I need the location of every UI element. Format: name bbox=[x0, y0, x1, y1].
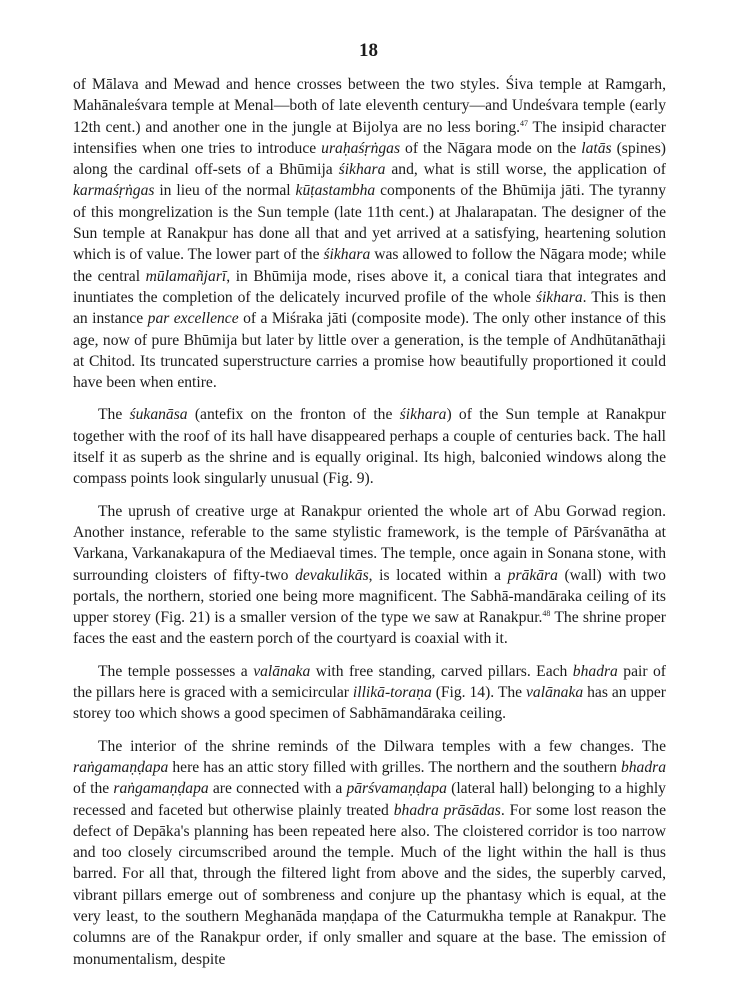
italic-term: devakulikās bbox=[295, 566, 369, 584]
footnote-ref: 48 bbox=[542, 609, 551, 619]
text-run: The interior of the shrine reminds of the Dilwara temples with a few changes. The bbox=[98, 737, 666, 755]
text-run: of Mālava and Mewad and hence crosses between the two styles. Śiva temple at Ramgarh, Mahānaleśvara temple at Menal—both of late eleventh century—and Undeśvara temple (early 12th cent.) and another one in the jungle at Bijolya are no less boring. bbox=[73, 76, 666, 136]
text-run: of a Miśraka jāti (composite mode). The only other instance of this age, now of pure Bhūmija but later by little over a generation, is the temple of Andhūtanāthaji at Chitod. Its truncated superstructure carries a promise how beautifully proportioned it could have been when entire. bbox=[73, 310, 666, 392]
italic-term: latās bbox=[581, 139, 612, 157]
italic-term: uraḥaśṛṅgas bbox=[321, 139, 401, 157]
italic-term: śikhara bbox=[535, 288, 583, 306]
italic-term: raṅgamaṇḍapa bbox=[73, 758, 169, 776]
text-run: here has an attic story filled with grilles. The northern and the southern bbox=[168, 758, 621, 776]
italic-term: śikhara bbox=[323, 246, 371, 264]
text-run: The uprush of creative urge at Ranakpur oriented the whole art of Abu Gorwad region. Another instance, referable to the same stylistic framework, is the temple of Pārśvanātha at Varkana, Varkanakapura of the Mediaeval times. The temple, once again in Sonana stone, with surrounding cloisters of fifty-two bbox=[73, 502, 666, 584]
italic-term: valānaka bbox=[526, 684, 584, 702]
text-run: (spines) along the cardinal off-sets of a Bhūmija bbox=[73, 139, 666, 179]
italic-term: bhadra bbox=[620, 758, 666, 776]
italic-term: karmaśṛṅgas bbox=[73, 182, 155, 200]
text-run: components of the Bhūmija jāti. The tyranny of this mongrelization is the Sun temple (late 11th cent.) at Jhalarapatan. The designer of the Sun temple at Ranakpur has done all that and yet arrived at a satisfying, heartening solution which is of value. The lower part of the bbox=[73, 182, 666, 264]
text-run: The temple possesses a bbox=[98, 662, 254, 680]
text-run: has an upper storey too which shows a good specimen of Sabhāmandāraka ceiling. bbox=[73, 684, 666, 723]
text-run: of the Nāgara mode on the bbox=[400, 139, 582, 157]
paragraph bbox=[73, 501, 666, 650]
text-run: pair of the pillars here is graced with a semicircular bbox=[73, 662, 666, 702]
page-number: 18 bbox=[359, 40, 378, 61]
text-run: (wall) with two portals, the northern, storied one being more magnificent. The Sabhā-mandāraka ceiling of its upper storey (Fig. 21) is a smaller version of the type we saw at Ranakpur. bbox=[73, 566, 666, 627]
italic-term: bhadra prāsādas bbox=[393, 801, 501, 819]
italic-term: kūṭastambha bbox=[295, 182, 376, 200]
text-run: ) of the Sun temple at Ranakpur together with the roof of its hall have disappeared perhaps a couple of centuries back. The hall itself it as superb as the shrine and is equally original. Its high, balconied windows along the compass points look singularly unusual (Fig. 9). bbox=[73, 406, 666, 488]
footnote-ref: 47 bbox=[520, 118, 529, 128]
text-run: and, what is still worse, the application of bbox=[385, 161, 666, 179]
italic-term: valānaka bbox=[253, 662, 311, 680]
italic-term: śikhara bbox=[399, 406, 447, 424]
text-run: , is located within a bbox=[368, 566, 508, 584]
text-run: (lateral hall) belonging to a highly recessed and faceted but otherwise plainly treated bbox=[73, 780, 666, 819]
text-run: of the bbox=[73, 780, 114, 798]
paragraph bbox=[73, 74, 666, 393]
paragraph bbox=[73, 661, 666, 725]
text-run: (Fig. 14). The bbox=[431, 684, 527, 702]
text-run: are connected with a bbox=[208, 780, 347, 798]
text-run: . This is then an instance bbox=[73, 288, 666, 328]
text-run: The shrine proper faces the east and the eastern porch of the courtyard is coaxial with it. bbox=[73, 609, 666, 648]
paragraph bbox=[73, 404, 666, 489]
italic-term: śikhara bbox=[338, 161, 386, 179]
body-text bbox=[73, 74, 666, 970]
text-run: was allowed to follow the Nāgara mode; while the central bbox=[73, 246, 666, 285]
text-run: in lieu of the normal bbox=[154, 182, 296, 200]
text-run: . For some lost reason the defect of Depāka's planning has been repeated here also. The cloistered corridor is too narrow and too closely circumscribed around the temple. Much of the light within the hall is thus barred. For all that, through the filtered light from above and the sides, the superbly carved, vibrant pillars emerge out of sombreness and conjure up the phantasy which is equal, at the very least, to the southern Meghanāda maṇḍapa of the Caturmukha temple at Ranakpur. The columns are of the Ranakpur order, if only smaller and square at the base. The emission of monumentalism, despite bbox=[73, 801, 666, 968]
italic-term: par excellence bbox=[147, 310, 239, 328]
text-run: The bbox=[98, 406, 130, 424]
text-run: The insipid character intensifies when one tries to introduce bbox=[73, 118, 666, 157]
text-run: , in Bhūmija mode, rises above it, a conical tiara that integrates and inuntiates the completion of the delicately incurved profile of the whole bbox=[73, 267, 666, 306]
italic-term: prākāra bbox=[507, 566, 558, 584]
text-run: with free standing, carved pillars. Each bbox=[310, 662, 573, 680]
italic-term: pārśvamaṇḍapa bbox=[346, 780, 447, 798]
italic-term: mūlamañjarī bbox=[145, 267, 227, 285]
italic-term: bhadra bbox=[572, 662, 618, 680]
italic-term: śukanāsa bbox=[129, 406, 188, 424]
italic-term: illikā-toraṇa bbox=[352, 684, 432, 702]
paragraph bbox=[73, 736, 666, 970]
italic-term: raṅgamaṇḍapa bbox=[113, 780, 209, 798]
text-run: (antefix on the fronton of the bbox=[187, 406, 400, 424]
